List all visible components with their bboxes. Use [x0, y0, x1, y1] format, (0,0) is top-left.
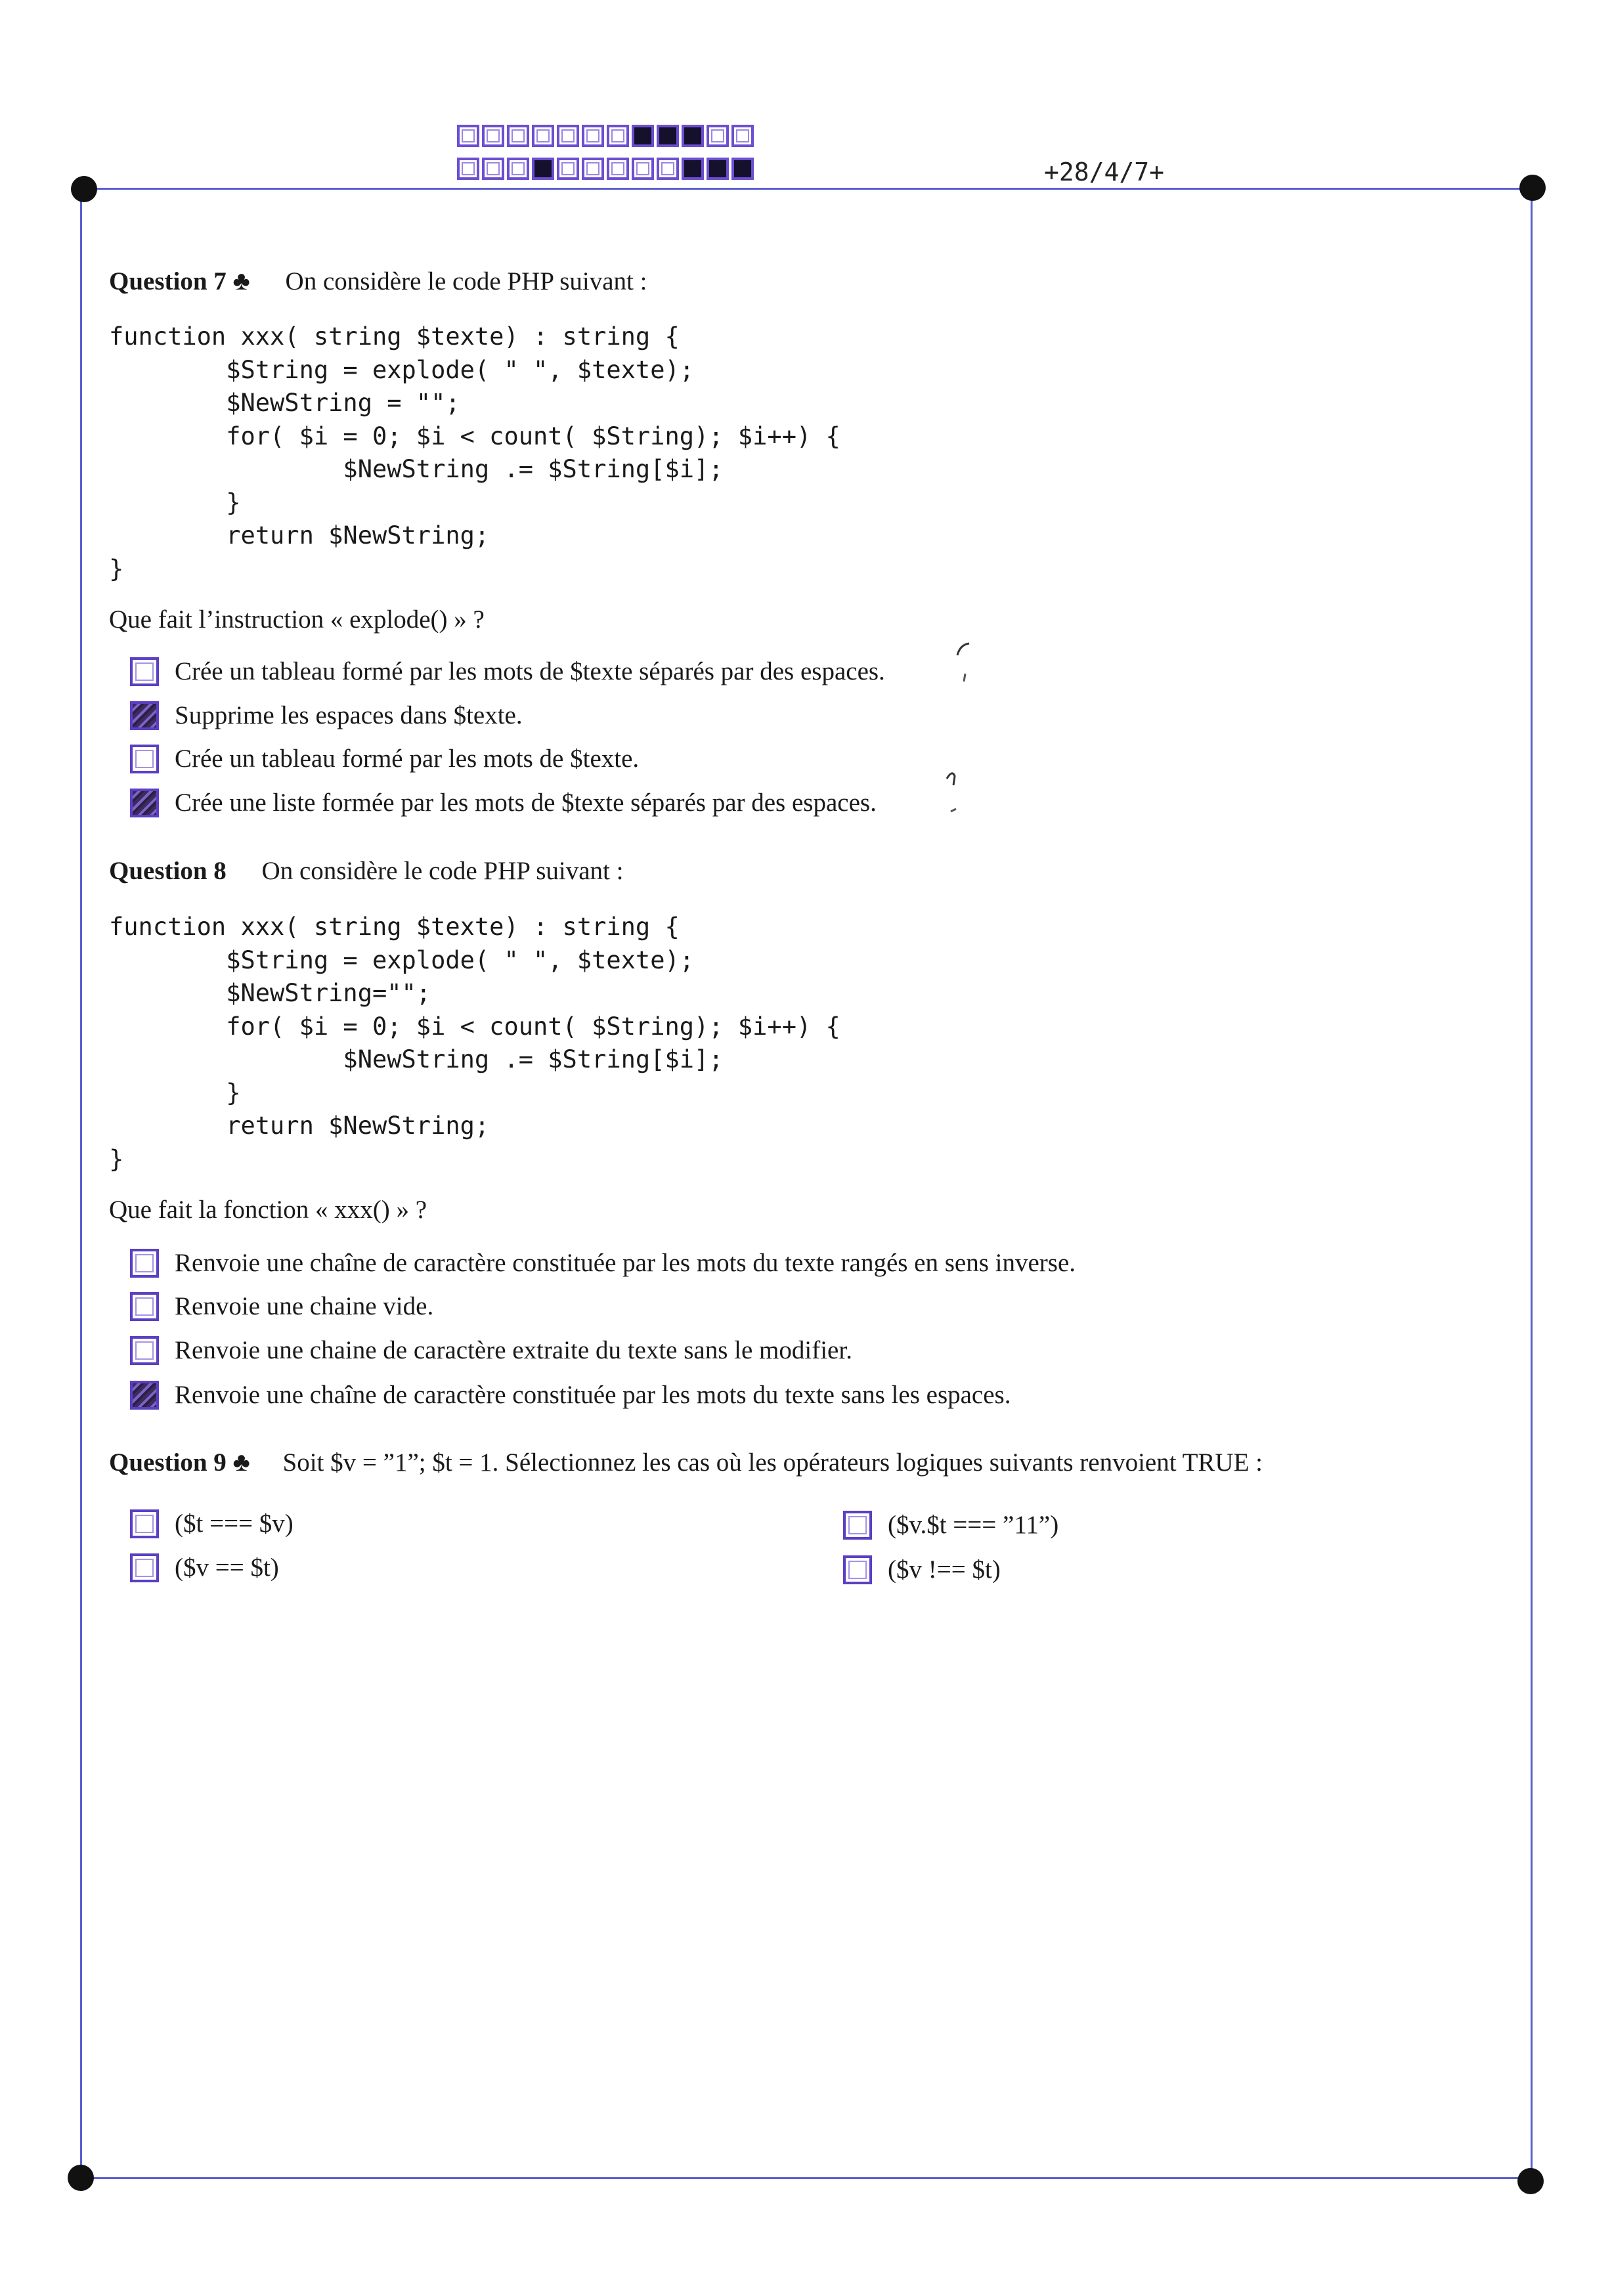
- code-cell: [607, 125, 629, 147]
- code-cell: [632, 125, 654, 147]
- code-cell: [582, 158, 604, 180]
- corner-mark-top-left: [71, 176, 97, 202]
- question-text: Que fait l’instruction « explode() » ?: [109, 605, 485, 634]
- answer-checkbox[interactable]: [130, 745, 159, 773]
- frame-top-line: [87, 188, 1534, 190]
- code-cell: [482, 125, 504, 147]
- frame-right-line: [1531, 188, 1533, 2177]
- code-cell: [731, 125, 754, 147]
- club-icon: ♣: [232, 266, 250, 295]
- corner-mark-top-right: [1519, 175, 1546, 201]
- page-code-row-2: [457, 158, 756, 180]
- code-cell: [707, 158, 729, 180]
- answer-label: ($v == $t): [175, 1553, 279, 1582]
- answer-label: Supprime les espaces dans $texte.: [175, 701, 523, 729]
- answer-option[interactable]: [130, 1291, 433, 1321]
- php-code-block: function xxx( string $texte) : string { $String = explode( " ", $texte); $NewString=""; for( $i = 0; $i < count( $String); $i++) { $NewString .= $String[$i]; } return $NewString; }: [109, 913, 840, 1173]
- answer-checkbox[interactable]: [130, 1336, 159, 1365]
- answer-checkbox[interactable]: [130, 1381, 159, 1410]
- answer-label: ($t === $v): [175, 1509, 294, 1538]
- answer-option[interactable]: [130, 657, 885, 686]
- code-cell: [532, 125, 554, 147]
- answer-option[interactable]: [130, 744, 639, 773]
- question-number: Question 9: [109, 1448, 227, 1477]
- answer-label: Crée un tableau formé par les mots de $texte séparés par des espaces.: [175, 657, 885, 685]
- code-cell: [532, 158, 554, 180]
- pen-mark: [953, 641, 973, 661]
- answer-option[interactable]: [843, 1510, 1058, 1540]
- answer-label: ($v !== $t): [888, 1555, 1001, 1584]
- code-cell: [507, 125, 529, 147]
- code-cell: [557, 125, 579, 147]
- answer-checkbox[interactable]: [130, 1509, 159, 1538]
- answer-checkbox[interactable]: [130, 1292, 159, 1321]
- page-id: +28/4/7+: [1044, 158, 1165, 186]
- code-cell: [632, 158, 654, 180]
- code-cell: [731, 158, 754, 180]
- question-prompt: Soit $v = ”1”; $t = 1. Sélectionnez les cas où les opérateurs logiques suivants renvoient TRUE :: [282, 1448, 1263, 1477]
- question-7-heading: [109, 265, 647, 296]
- answer-option[interactable]: [130, 1553, 279, 1582]
- code-cell: [657, 125, 679, 147]
- answer-option[interactable]: [130, 1380, 1011, 1410]
- pen-mark: [957, 668, 977, 688]
- corner-mark-bottom-left: [68, 2165, 94, 2191]
- question-number: Question 8: [109, 857, 227, 885]
- code-cell: [507, 158, 529, 180]
- club-icon: ♣: [232, 1447, 250, 1477]
- question-prompt: On considère le code PHP suivant :: [285, 267, 647, 295]
- answer-checkbox[interactable]: [130, 789, 159, 817]
- answer-checkbox[interactable]: [130, 1553, 159, 1582]
- code-cell: [457, 158, 479, 180]
- answer-label: Renvoie une chaine vide.: [175, 1292, 434, 1320]
- answer-option[interactable]: [130, 1509, 294, 1538]
- page-code-row-1: [457, 125, 756, 147]
- answer-label: Renvoie une chaîne de caractère constituée par les mots du texte sans les espaces.: [175, 1381, 1011, 1409]
- code-cell: [607, 158, 629, 180]
- answer-label: Crée une liste formée par les mots de $texte séparés par des espaces.: [175, 789, 877, 817]
- question-text: Que fait la fonction « xxx() » ?: [109, 1196, 427, 1224]
- answer-option[interactable]: [130, 1335, 852, 1365]
- question-8-heading: [109, 856, 623, 886]
- code-cell: [482, 158, 504, 180]
- code-cell: [707, 125, 729, 147]
- code-cell: [657, 158, 679, 180]
- pen-mark: [946, 801, 965, 821]
- answer-label: Renvoie une chaîne de caractère constituée par les mots du texte rangés en sens inverse.: [175, 1249, 1076, 1277]
- question-number: Question 7: [109, 267, 227, 295]
- answer-checkbox[interactable]: [130, 1249, 159, 1278]
- corner-mark-bottom-right: [1517, 2168, 1544, 2194]
- answer-option[interactable]: [130, 1248, 1076, 1278]
- code-cell: [682, 125, 704, 147]
- answer-checkbox[interactable]: [843, 1511, 872, 1540]
- answer-checkbox[interactable]: [130, 701, 159, 730]
- answer-label: ($v.$t === ”11”): [888, 1511, 1059, 1539]
- answer-label: Crée un tableau formé par les mots de $texte.: [175, 745, 640, 773]
- code-cell: [557, 158, 579, 180]
- answer-checkbox[interactable]: [843, 1555, 872, 1584]
- pen-mark: [943, 769, 963, 789]
- code-cell: [582, 125, 604, 147]
- answer-option[interactable]: [130, 788, 877, 817]
- question-prompt: On considère le code PHP suivant :: [261, 857, 624, 885]
- answer-label: Renvoie une chaine de caractère extraite du texte sans le modifier.: [175, 1336, 852, 1364]
- frame-bottom-line: [87, 2177, 1534, 2179]
- question-9-heading: [109, 1446, 1263, 1477]
- answer-checkbox[interactable]: [130, 657, 159, 686]
- answer-option[interactable]: [843, 1555, 1001, 1584]
- code-cell: [457, 125, 479, 147]
- frame-left-line: [80, 188, 82, 2177]
- answer-option[interactable]: [130, 701, 523, 730]
- code-cell: [682, 158, 704, 180]
- php-code-block: function xxx( string $texte) : string { $String = explode( " ", $texte); $NewString = ""; for( $i = 0; $i < count( $String); $i++) { $NewString .= $String[$i]; } return $NewString; }: [109, 322, 840, 583]
